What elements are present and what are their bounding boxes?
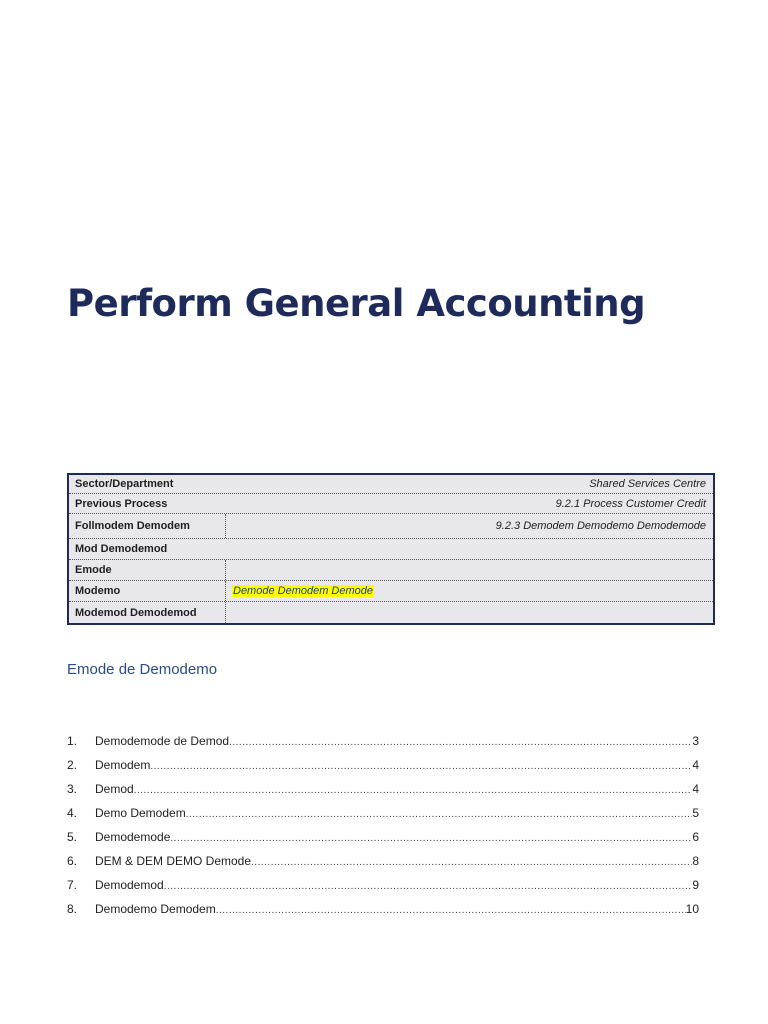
toc-item[interactable] — [67, 782, 699, 806]
dot-leader — [150, 761, 692, 772]
table-row-following-process — [69, 514, 713, 539]
toc-page-number: 4 — [692, 758, 699, 772]
table-value — [226, 560, 713, 580]
toc-page-number: 10 — [685, 902, 699, 916]
toc-page-number: 3 — [692, 734, 699, 748]
toc-number: 1. — [67, 734, 78, 748]
table-row-modemod-demodemod — [69, 602, 713, 623]
toc-item[interactable] — [67, 854, 699, 878]
table-row-previous-process — [69, 494, 713, 514]
dot-leader — [186, 809, 693, 820]
toc-entry-text[interactable]: DEM & DEM DEMO Demode — [95, 854, 252, 868]
toc-page-number: 8 — [692, 854, 699, 868]
table-value: 9.2.3 Demodem Demodemo Demodemode — [495, 520, 706, 532]
table-label: Modemod Demodemod — [69, 602, 226, 623]
table-value: 9.2.1 Process Customer Credit — [555, 497, 706, 510]
toc-heading: Emode de Demodemo — [67, 661, 218, 678]
table-label: Follmodem Demodem — [69, 514, 226, 538]
table-value — [226, 581, 713, 601]
table-row-emode — [69, 560, 713, 581]
table-label: Modemo — [69, 581, 226, 601]
toc-item[interactable] — [67, 734, 699, 758]
table-value: Shared Services Centre — [589, 478, 706, 490]
table-label: Mod Demodemod — [75, 543, 168, 555]
toc-entry-text[interactable]: Demod — [95, 782, 134, 796]
document-title: Perform General Accounting — [67, 282, 646, 325]
dot-leader — [134, 785, 693, 796]
toc-entry-text[interactable]: Demodem — [95, 758, 151, 772]
dot-leader — [164, 881, 693, 892]
dot-leader — [251, 857, 692, 868]
toc-number: 5. — [67, 830, 78, 844]
toc-entry-text[interactable]: Demodemo Demodem — [95, 902, 216, 916]
toc-entry-text[interactable]: Demodemode de Demod — [95, 734, 230, 748]
table-row-modemo — [69, 581, 713, 602]
table-row-sector — [69, 475, 713, 494]
toc-number: 7. — [67, 878, 78, 892]
toc-number: 8. — [67, 902, 78, 916]
toc-page-number: 5 — [692, 806, 699, 820]
toc-item[interactable] — [67, 878, 699, 902]
toc-number: 3. — [67, 782, 78, 796]
table-value — [226, 602, 713, 623]
toc-number: 2. — [67, 758, 78, 772]
toc-item[interactable] — [67, 806, 699, 830]
table-label: Previous Process — [75, 497, 168, 510]
table-label: Sector/Department — [75, 478, 174, 490]
toc-number: 6. — [67, 854, 78, 868]
toc-item[interactable] — [67, 902, 699, 926]
toc-page-number: 6 — [692, 830, 699, 844]
highlighted-text: Demode Demodem Demode — [233, 585, 374, 597]
process-info-table — [67, 473, 715, 625]
toc-entry-text[interactable]: Demodemode — [95, 830, 171, 844]
table-row-mod-demodemod — [69, 539, 713, 560]
table-label: Emode — [69, 560, 226, 580]
dot-leader — [229, 737, 692, 748]
toc-page-number: 4 — [692, 782, 699, 796]
toc-item[interactable] — [67, 830, 699, 854]
toc-entry-text[interactable]: Demo Demodem — [95, 806, 186, 820]
toc-number: 4. — [67, 806, 78, 820]
toc-page-number: 9 — [692, 878, 699, 892]
dot-leader — [170, 833, 692, 844]
dot-leader — [216, 905, 686, 916]
toc-item[interactable] — [67, 758, 699, 782]
table-of-contents — [67, 734, 699, 926]
toc-entry-text[interactable]: Demodemod — [95, 878, 164, 892]
